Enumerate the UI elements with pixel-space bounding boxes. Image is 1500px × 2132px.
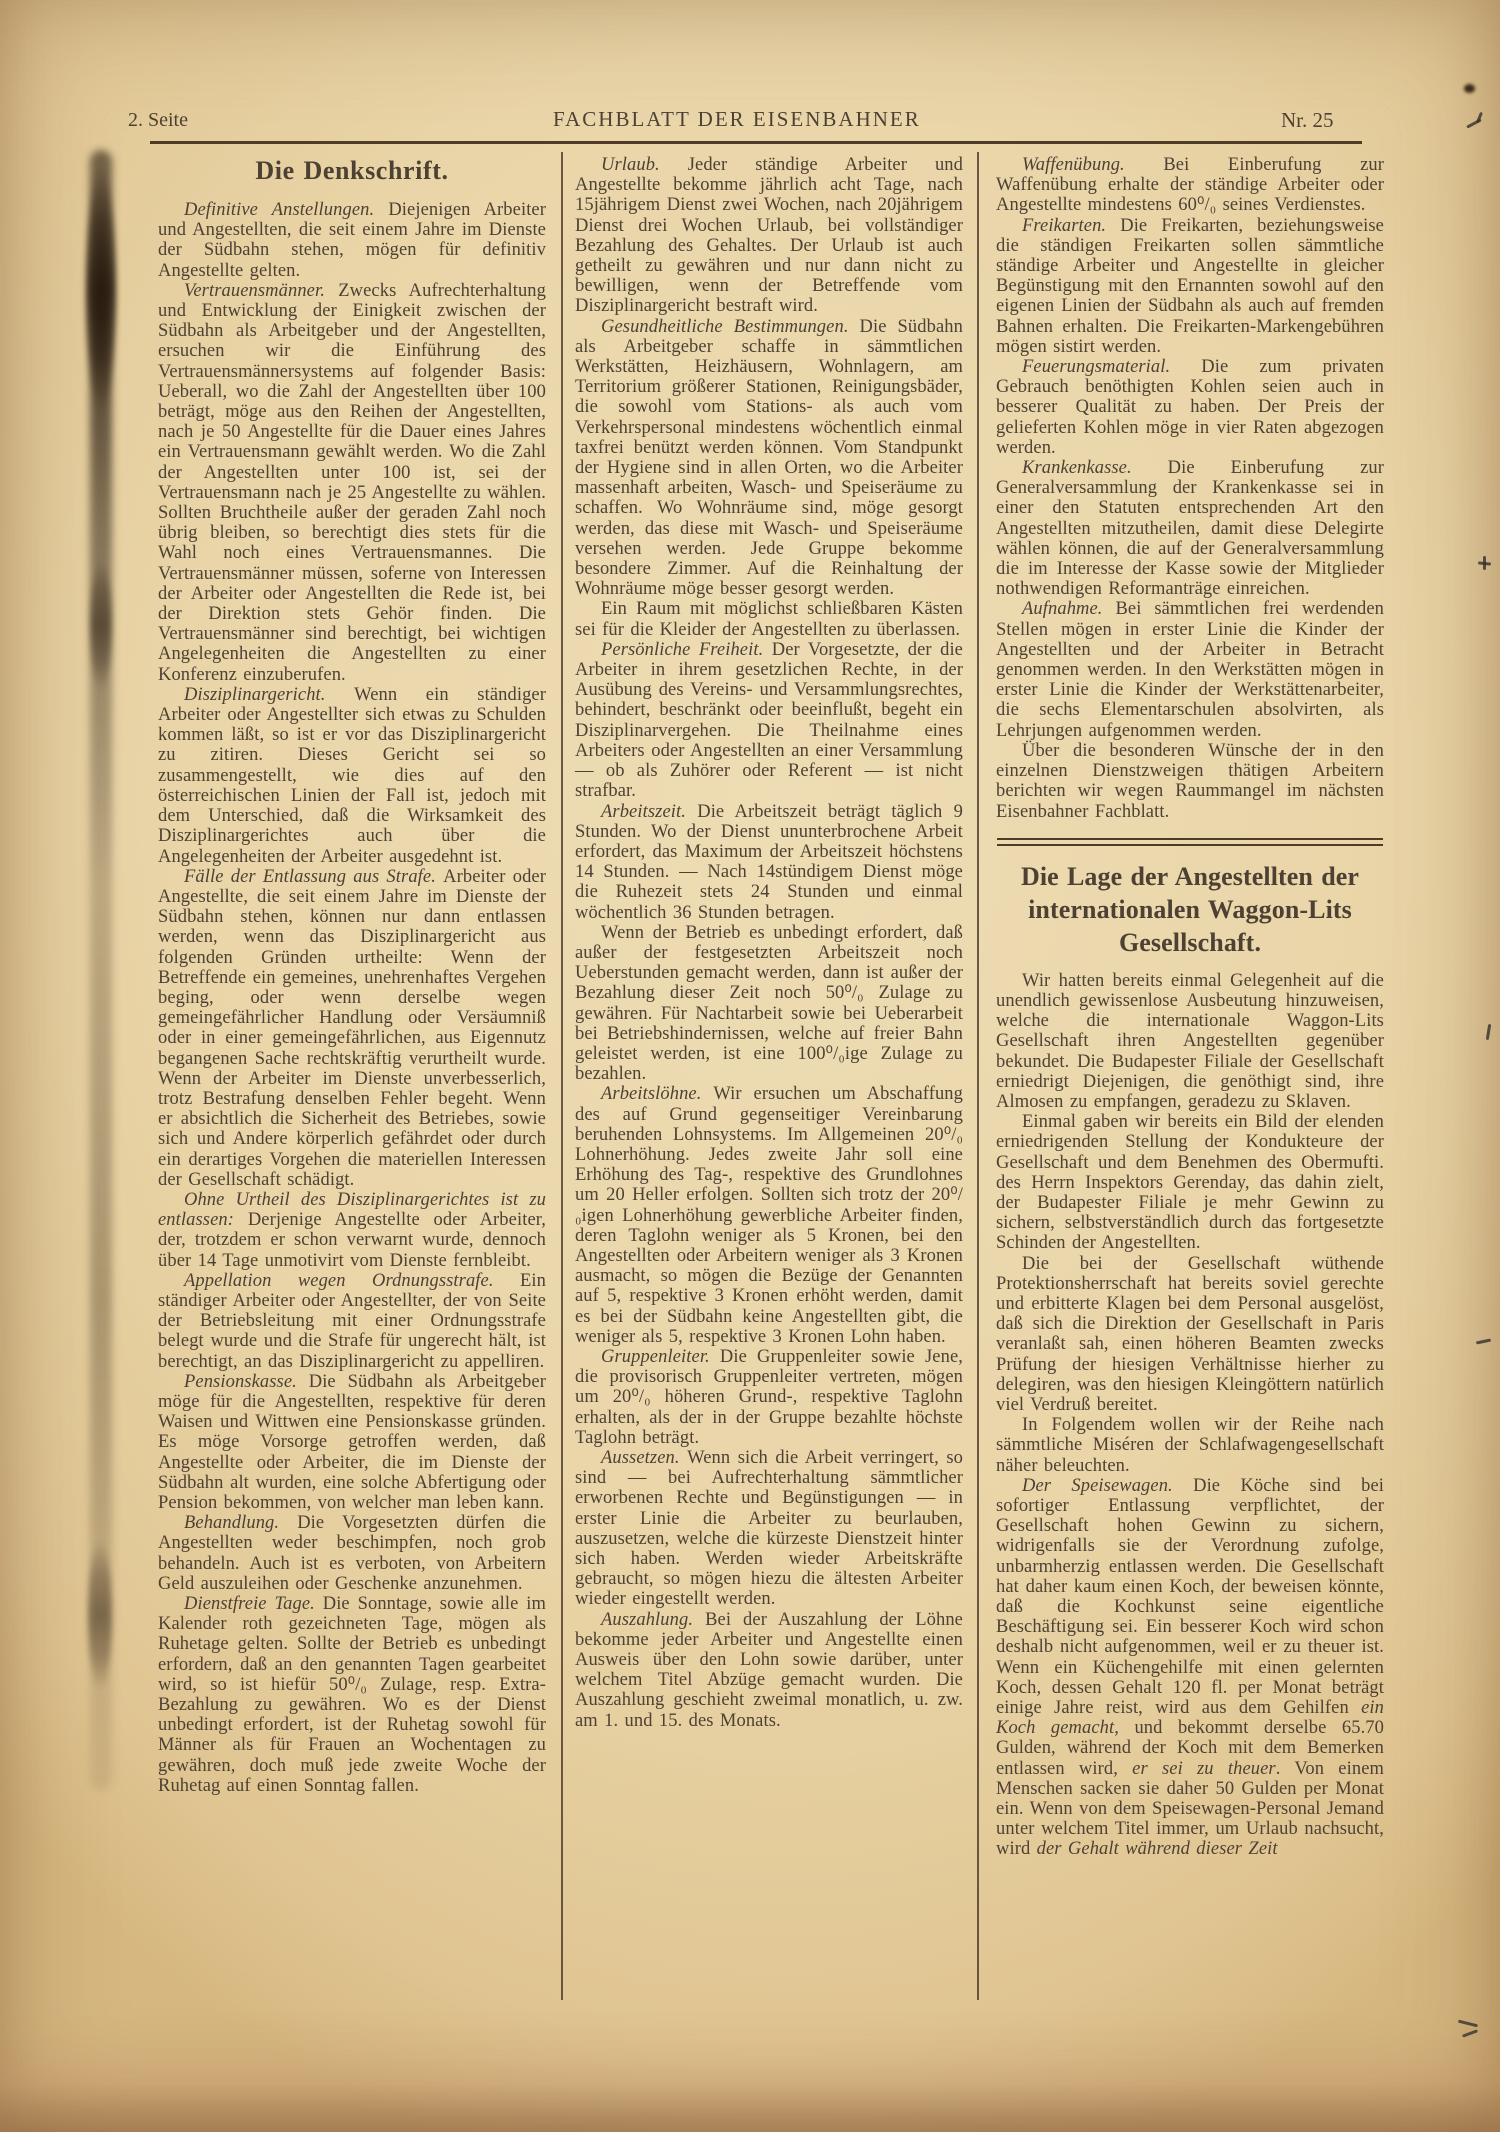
ink-blot	[88, 1540, 112, 1690]
paragraph: Ein Raum mit möglichst schließbaren Kästen sei für die Kleider der Angestellten zu überlassen.	[575, 599, 963, 640]
column-3	[996, 155, 1384, 1860]
paragraph: Dienstfreie Tage. Die Sonntage, sowie alle im Kalender roth gezeichneten Tage, mögen als Ruhetage gelten. Sollte der Betrieb es unbedingt erfordern, daß an den genannten Tagen gearbeitet wird, so ist hiefür 50⁰/₀ Zulage, resp. Extra-Bezahlung zu gewähren. Wo es der Dienst unbedingt erfordert, ist der Ruhetag sowohl für Männer als für Frauen an Wochentagen zu gewähren, doch muß jede zweite Woche der Ruhetag auf einen Sonntag fallen.	[158, 1594, 546, 1796]
paragraph-lead: Persönliche Freiheit.	[601, 639, 772, 660]
pen-mark	[1458, 2020, 1478, 2028]
paragraph: Feuerungsmaterial. Die zum privaten Gebrauch benöthigten Kohlen seien auch in besserer Qualität zu haben. Der Preis der gelieferten Kohlen möge in vier Raten abgezogen werden.	[996, 357, 1384, 458]
paragraph-lead: Waffenübung.	[1022, 155, 1164, 175]
paragraph: Ohne Urtheil des Disziplinargerichtes ist zu entlassen: Derjenige Angestellte oder Arbeiter, der, trotzdem er schon verwarnt wurde, dennoch über 14 Tage unmotivirt vom Dienste fernbleibt.	[158, 1189, 547, 1271]
paragraph: Persönliche Freiheit. Der Vorgesetzte, der die Arbeiter in ihrem gesetzlichen Rechte, in der Ausübung des Vereins- und Versammlungsrechtes, behindert, beschränkt oder beeinflußt, begeht ein Disziplinarvergehen. Die Theilnahme eines Arbeiters oder Angestellten an einer Versammlung — ob als Zuhörer oder Referent — ist nicht strafbar.	[575, 639, 963, 802]
paragraph: Gesundheitliche Bestimmungen. Die Südbahn als Arbeitgeber schaffe in sämmtlichen Werkstätten, Heizhäusern, Wohnlagern, am Territorium größerer Stationen, Reinigungsbäder, die sowohl vom Stations- als auch vom Verkehrspersonal mindestens wöchentlich einmal taxfrei benützt werden können. Vom Standpunkt der Hygiene sind in allen Orten, wo die Arbeiter massenhaft arbeiten, Wasch- und Speiseräume zu schaffen. Wo Wohnräume sind, möge gesorgt werden, das diese mit Wasch- und Speiseräume versehen werden. Jede Gruppe bekomme besondere Zimmer. Auf die Reinhaltung der Wohnräume möge besser gesorgt werden.	[575, 316, 963, 600]
pen-mark	[1483, 556, 1486, 570]
paragraph: Waffenübung. Bei Einberufung zur Waffenübung erhalte der ständige Arbeiter oder Angestellte mindestens 60⁰/₀ seines Verdienstes.	[996, 155, 1384, 216]
paragraph-lead: Auszahlung.	[601, 1609, 706, 1630]
paragraph-lead: Gesundheitliche Bestimmungen.	[601, 316, 860, 337]
paragraph-lead: Aussetzen.	[601, 1448, 688, 1468]
paragraph-lead: Behandlung.	[184, 1513, 298, 1534]
paragraph: Urlaub. Jeder ständige Arbeiter und Angestellte bekomme jährlich acht Tage, nach 15jährigem Dienst zwei Wochen, nach 20jährigem Dienst drei Wochen Urlaub, bei vollständiger Bezahlung des Gehaltes. Der Urlaub ist auch getheilt zu gewähren und nur dann nicht zu bewilligen, wenn der Betreffende vom Disziplinargericht bestraft wird.	[575, 155, 963, 317]
paragraph-lead: Krankenkasse.	[1022, 458, 1168, 479]
paragraph-lead: Feuerungsmaterial.	[1022, 357, 1202, 378]
paragraph: Pensionskasse. Die Südbahn als Arbeitgeber möge für die Angestellten, respektive für deren Waisen und Wittwen eine Pensionskasse gründen. Es möge Vorsorge getroffen werden, daß Angestellte oder Arbeiter, die im Dienste der Südbahn alt wurden, eine solche Abfertigung oder Pension bekommen, von welcher man leben kann.	[158, 1371, 546, 1513]
paragraph: Gruppenleiter. Die Gruppenleiter sowie Jene, die provisorisch Gruppenleiter vertreten, mögen um 20⁰/₀ höheren Grund-, respektive Taglohn erhalten, als der in der Gruppe bezahlte höchste Taglohn beträgt.	[575, 1346, 963, 1448]
page-number: 2. Seite	[128, 109, 188, 131]
paragraph-lead: Definitive Anstellungen.	[184, 200, 389, 220]
paragraph-lead: Arbeitslöhne.	[601, 1084, 714, 1105]
paragraph-lead: Der Speisewagen.	[1022, 1475, 1194, 1496]
column-1	[158, 155, 546, 1796]
paragraph-lead: Urlaub.	[601, 155, 688, 175]
issue-number: Nr. 25	[1281, 108, 1334, 132]
paragraph-lead: Disziplinargericht.	[184, 684, 355, 705]
paragraph-lead: Appellation wegen Ordnungsstrafe.	[184, 1270, 520, 1291]
paragraph-lead: Dienstfreie Tage.	[184, 1594, 323, 1615]
article-heading: Die Denkschrift.	[255, 156, 449, 185]
paragraph: Vertrauensmänner. Zwecks Aufrechterhaltung und Entwicklung der Einigkeit zwischen der Südbahn als Arbeitgeber und der Angestellten, ersuchen wir die Einführung des Vertrauensmännersystems auf folgender Basis: Ueberall, wo die Zahl der Angestellten über 100 beträgt, möge aus den Reihen der Angestellten, nach je 50 Angestellte für die Dauer eines Jahres ein Vertrauensmann gewählt werden. Wo die Zahl der Angestellten unter 100 ist, sei der Vertrauensmann nach je 25 Angestellte zu wählen. Sollten Bruchtheile außer der geraden Zahl noch übrig bleiben, so berechtigt dies stets für die Wahl noch eines Vertrauensmannes. Die Vertrauensmänner müssen, soferne von Interessen der Arbeiter oder Angestellten die Rede ist, bei der Direktion stets Gehör finden. Die Vertrauensmänner sind berechtigt, bei wichtigen Angelegenheiten die Angestellten zu einer Konferenz einzuberufen.	[158, 280, 546, 685]
section-heading: Die Lage der Angestellten der internationalen Waggon-Lits Gesellschaft.	[1020, 861, 1360, 957]
pen-mark	[1476, 112, 1483, 123]
paragraph-lead: Vertrauensmänner.	[184, 280, 339, 301]
paragraph-lead: Gruppenleiter.	[601, 1346, 720, 1367]
paragraph: In Folgendem wollen wir der Reihe nach sämmtliche Miséren der Schlafwagengesellschaft näher beleuchten.	[996, 1415, 1384, 1476]
paragraph: Arbeitslöhne. Wir ersuchen um Abschaffung des auf Grund gegenseitiger Vereinbarung beruhenden Lohnsystems. Im Allgemeinen 20⁰/₀ Lohnerhöhung. Jedes zweite Jahr soll eine Erhöhung des Tag-, respektive des Grundlohnes um 20 Heller erfolgen. Sollten sich trotz der 20⁰/₀igen Lohnerhöhung gewerbliche Arbeiter finden, deren Taglohn weniger als 5 Kronen, bei den Angestellten oder Arbeitern weniger als 3 Kronen ausmacht, so mögen die Bezüge der Genannten auf 5, respektive 3 Kronen erhöht werden, damit es bei der Südbahn keine Angestellten gibt, die weniger als 5, respektive 3 Kronen Lohn haben.	[575, 1084, 964, 1347]
pen-mark	[1476, 1338, 1491, 1344]
paragraph-lead: Fälle der Entlassung aus Strafe.	[184, 866, 444, 887]
paragraph: Disziplinargericht. Wenn ein ständiger Arbeiter oder Angestellter sich etwas zu Schulden kommen läßt, so ist er vor das Disziplinargericht zu zitiren. Dieses Gericht sei so zusammengestellt, wie dies auf den österreichischen Linien der Fall ist, jedoch mit dem Unterschied, daß die Wirksamkeit des Disziplinargerichtes auch über die Angelegenheiten der Arbeiter ausgedehnt ist.	[158, 684, 546, 867]
paragraph: Wenn der Betrieb es unbedingt erfordert, daß außer der festgesetzten Arbeitszeit noch Ueberstunden gemacht werden, dann ist außer der Bezahlung dieser Zeit noch 50⁰/₀ Zulage zu gewähren. Für Nachtarbeit sowie bei Ueberarbeit bei Betriebshindernissen, welche auf freier Bahn geleistet werden, ist eine 100⁰/₀ige Zulage zu bezahlen.	[575, 922, 963, 1085]
column-divider	[977, 152, 979, 2000]
paragraph-lead: Arbeitszeit.	[601, 801, 698, 822]
column-2	[575, 155, 963, 1731]
paragraph-lead: Freikarten.	[1022, 215, 1121, 236]
paragraph-lead: Pensionskasse.	[184, 1371, 309, 1392]
ink-spot	[1464, 84, 1475, 93]
paragraph: Behandlung. Die Vorgesetzten dürfen die Angestellten weder beschimpfen, noch grob behandeln. Auch ist es verboten, von Arbeitern Geld auszuleihen oder Geschenke anzunehmen.	[158, 1513, 547, 1594]
paragraph: Wir hatten bereits einmal Gelegenheit auf die unendlich gewissenlose Ausbeutung hinzuweisen, welche die internationale Waggon-Lits Gesellschaft ihren Angestellten gegenüber bekundet. Die Budapester Filiale der Gesellschaft erniedrigt Diejenigen, die genöthigt sind, ihre Almosen zu empfangen, geradezu zu Sklaven.	[996, 970, 1384, 1112]
paragraph: Auszahlung. Bei der Auszahlung der Löhne bekomme jeder Arbeiter und Angestellte einen Ausweis über den Lohn sowie darüber, unter welchem Titel Abzüge gemacht wurden. Die Auszahlung geschieht zweimal monatlich, u. zw. am 1. und 15. des Monats.	[575, 1609, 963, 1731]
paragraph-lead: Ohne Urtheil des Disziplinargerichtes ist zu entlassen:	[158, 1189, 546, 1231]
paragraph: Der Speisewagen. Die Köche sind bei sofortiger Entlassung verpflichtet, der Gesellschaft hohen Gewinn zu sichern, widrigenfalls sie der Verordnung zufolge, unbarmherzig entlassen werden. Die Gesellschaft hat daher kaum einen Koch, der beweisen könnte, daß die Kochkunst seine eigentliche Beschäftigung sei. Ein besserer Koch wird schon deshalb nicht aufgenommen, weil er zu theuer ist. Wenn ein Küchengehilfe mit einen gelernten Koch, dessen Gehalt 120 fl. per Monat beträgt einige Jahre reist, wird aus dem Gehilfen ein Koch gemacht, und bekommt derselbe 65.70 Gulden, während der Koch mit dem Bemerken entlassen wird, er sei zu theuer. Von einem Menschen sacken sie daher 50 Gulden per Monat ein. Wenn von dem Speisewagen-Personal Jemand unter welchem Titel immer, um Urlaub nachsucht, wird der Gehalt während dieser Zeit	[996, 1475, 1384, 1860]
paragraph-lead: Aufnahme.	[1022, 599, 1116, 620]
column-divider	[561, 152, 563, 2000]
paragraph: Aussetzen. Wenn sich die Arbeit verringert, so sind — bei Aufrechterhaltung sämmtlicher erworbenen Rechte und Begünstigungen — in erster Linie die Arbeiter zu beurlauben, auszusetzen, welche die kürzeste Dienstzeit hinter sich haben. Werden wieder Arbeitskräfte gebraucht, so mögen hiezu die ältesten Arbeiter wieder eingestellt werden.	[575, 1448, 964, 1610]
paragraph: Krankenkasse. Die Einberufung zur Generalversammlung der Krankenkasse sei in einer den Statuten entsprechenden Art den Angestellten mitzutheilen, damit diese Delegirte wählen können, die auf der Generalversammlung die im Interesse der Kasse sowie der Mitglieder nothwendigen Reformanträge einreichen.	[996, 458, 1384, 600]
paragraph: Aufnahme. Bei sämmtlichen frei werdenden Stellen mögen in erster Linie die Kinder der Angestellten und der Arbeiter in Betracht genommen werden. In den Werkstätten mögen in erster Linie die Kinder der Werkstättenarbeiter, die sechs Elementarschulen absolvirten, als Lehrjungen aufgenommen werden.	[996, 599, 1384, 741]
paragraph: Appellation wegen Ordnungsstrafe. Ein ständiger Arbeiter oder Angestellter, der von Seite der Betriebsleitung mit einer Ordnungsstrafe belegt wurde und die Strafe für ungerecht hält, ist berechtigt, an das Disziplinargericht zu appelliren.	[158, 1270, 546, 1372]
header-rule	[150, 141, 1362, 144]
paragraph: Freikarten. Die Freikarten, beziehungsweise die ständigen Freikarten sollen sämmtliche ständige Arbeiter und Angestellte in gleicher Begünstigung mit den Ernannten sowohl auf den eigenen Linien der Südbahn als auch auf fremden Bahnen erhalten. Die Freikarten-Markengebühren mögen sistirt werden.	[996, 215, 1384, 357]
paragraph: Die bei der Gesellschaft wüthende Protektionsherrschaft hat bereits soviel gerechte und erbitterte Klagen bei dem Personal ausgelöst, daß sich die Direktion der Gesellschaft in Paris veranlaßt sah, einen höheren Beamten zwecks Prüfung der hiesigen Verhältnisse hierher zu delegiren, was den hiesigen Kleingöttern natürlich viel Verdruß bereitet.	[996, 1253, 1384, 1415]
paragraph: Über die besonderen Wünsche der in den einzelnen Dienstzweigen thätigen Arbeitern berichten wir wegen Raummangel im nächsten Eisenbahner Fachblatt.	[996, 740, 1384, 822]
ink-blot	[90, 560, 112, 690]
ink-blot	[86, 170, 116, 410]
section-divider-rule	[997, 838, 1383, 846]
pen-mark	[1462, 2029, 1478, 2037]
paragraph: Arbeitszeit. Die Arbeitszeit beträgt täglich 9 Stunden. Wo der Dienst ununterbrochene Arbeit erfordert, das Maximum der Arbeitszeit höchstens 14 Stunden. — Nach 14stündigem Dienst möge die Ruhezeit stets 24 Stunden und einmal wöchentlich 36 Stunden betragen.	[575, 801, 964, 923]
paragraph: Einmal gaben wir bereits ein Bild der elenden erniedrigenden Stellung der Kondukteure der Gesellschaft und dem Benehmen des Obermufti. des Herrn Inspektors Gerenday, das dahin zielt, der Budapester Filiale je mehr Gewinn zu sichern, selbstverständlich durch das fortgesetzte Schinden der Angestellten.	[996, 1112, 1384, 1254]
pen-mark	[1486, 1024, 1491, 1040]
journal-title: FACHBLATT DER EISENBAHNER	[553, 107, 921, 131]
paragraph: Fälle der Entlassung aus Strafe. Arbeiter oder Angestellte, die seit einem Jahre im Dienste der Südbahn stehen, können nur dann entlassen werden, wenn das Disziplinargericht aus folgenden Gründen urtheilte: Wenn der Betreffende ein gemeines, unehrenhaftes Vergehen beging, oder wenn derselbe wegen gemeingefährlicher Handlung oder Versäumniß oder in einer gemeingefährlichen, aus Eigennutz begangenen Sache rechtskräftig verurtheilt wurde. Wenn der Arbeiter im Dienste unverbesserlich, trotz Bestrafung denselben Fehler begeht. Wenn er absichtlich die Sicherheit des Betriebes, sowie sich und Andere körperlich gefährdet oder durch ein derartiges Vorgehen die materiellen Interessen der Gesellschaft schädigt.	[158, 866, 547, 1190]
paragraph: Definitive Anstellungen. Diejenigen Arbeiter und Angestellten, die seit einem Jahre im Dienste der Südbahn stehen, mögen für definitiv Angestellte gelten.	[158, 200, 546, 281]
